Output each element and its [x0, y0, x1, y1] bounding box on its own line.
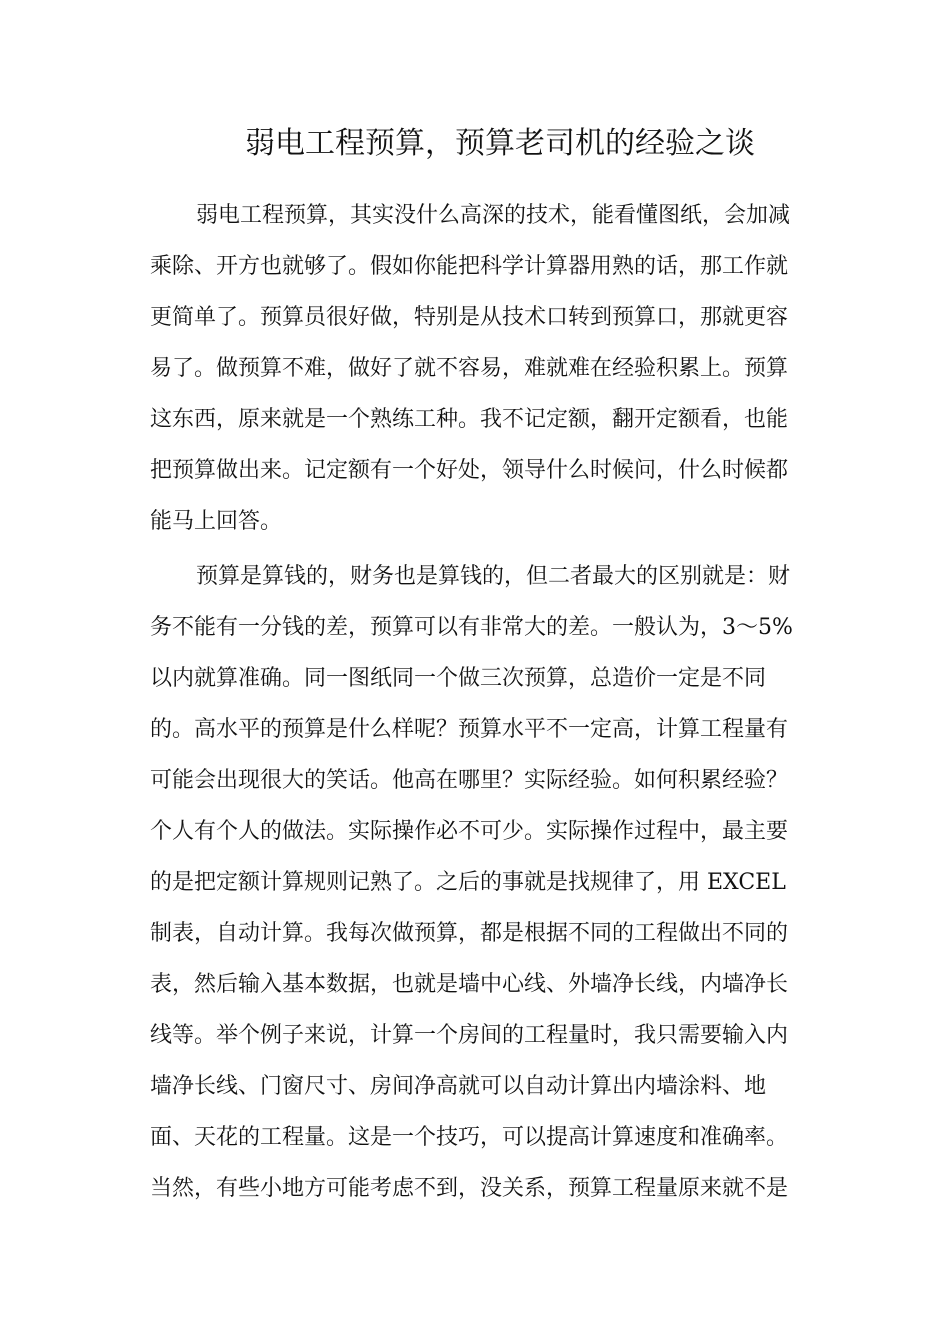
paragraph-line: 以内就算准确。同一图纸同一个做三次预算，总造价一定是不同 — [150, 666, 767, 691]
paragraph-line: 能马上回答。 — [150, 509, 283, 534]
paragraph-line: 的是把定额计算规则记熟了。之后的事就是找规律了，用 EXCEL — [150, 870, 786, 895]
paragraph-line: 个人有个人的做法。实际操作必不可少。实际操作过程中，最主要 — [150, 819, 789, 844]
paragraph-line: 务不能有一分钱的差，预算可以有非常大的差。一般认为，3～5% — [150, 615, 793, 640]
paragraph-line: 当然，有些小地方可能考虑不到，没关系，预算工程量原来就不是 — [150, 1176, 789, 1201]
paragraph-line: 更简单了。预算员很好做，特别是从技术口转到预算口，那就更容 — [150, 305, 789, 330]
paragraph-line: 弱电工程预算，其实没什么高深的技术，能看懂图纸，会加减 — [196, 203, 791, 228]
paragraph-line: 制表，自动计算。我每次做预算，都是根据不同的工程做出不同的 — [150, 921, 789, 946]
paragraph-line: 预算是算钱的，财务也是算钱的，但二者最大的区别就是：财 — [196, 564, 791, 589]
paragraph-line: 线等。举个例子来说，计算一个房间的工程量时，我只需要输入内 — [150, 1023, 789, 1048]
paragraph-line: 表，然后输入基本数据，也就是墙中心线、外墙净长线，内墙净长 — [150, 972, 789, 997]
paragraph-line: 乘除、开方也就够了。假如你能把科学计算器用熟的话，那工作就 — [150, 254, 789, 279]
paragraph-line: 可能会出现很大的笑话。他高在哪里？实际经验。如何积累经验？ — [150, 768, 789, 793]
paragraph-line: 易了。做预算不难，做好了就不容易，难就难在经验积累上。预算 — [150, 356, 789, 381]
paragraph-line: 墙净长线、门窗尺寸、房间净高就可以自动计算出内墙涂料、地 — [150, 1074, 767, 1099]
paragraph-line: 面、天花的工程量。这是一个技巧，可以提高计算速度和准确率。 — [150, 1125, 789, 1150]
paragraph-line: 把预算做出来。记定额有一个好处，领导什么时候问，什么时候都 — [150, 458, 789, 483]
paragraph-line: 的。高水平的预算是什么样呢？预算水平不一定高，计算工程量有 — [150, 717, 789, 742]
paragraph-line: 这东西，原来就是一个熟练工种。我不记定额，翻开定额看，也能 — [150, 407, 789, 432]
document-title: 弱电工程预算，预算老司机的经验之谈 — [245, 126, 755, 161]
